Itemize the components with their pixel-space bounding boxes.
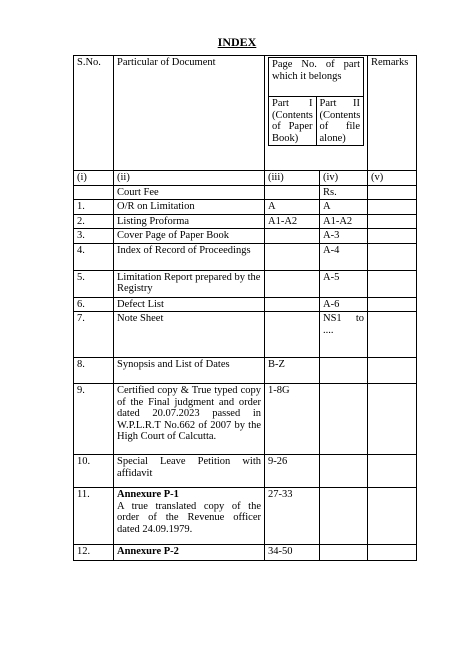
row-part2: A	[320, 200, 368, 215]
row-part1	[265, 312, 320, 358]
table-row	[74, 270, 417, 297]
table-row	[74, 488, 417, 545]
row-remarks	[368, 488, 417, 545]
annexure-title: Annexure P-1	[117, 489, 179, 500]
table-row	[74, 312, 417, 358]
header-particular: Particular of Document	[114, 56, 265, 171]
row-part2: A-6	[320, 297, 368, 312]
row-remarks	[368, 214, 417, 229]
row-document: Note Sheet	[114, 312, 265, 358]
header-part1: Part I (Contents of Paper Book)	[269, 97, 317, 146]
index-table	[73, 55, 417, 561]
row-document: O/R on Limitation	[114, 200, 265, 215]
index-title: INDEX	[217, 35, 257, 49]
row-remarks	[368, 297, 417, 312]
row-document: Court Fee	[114, 185, 265, 200]
row-part2: A-3	[320, 229, 368, 244]
table-row	[74, 185, 417, 200]
row-part2: A1-A2	[320, 214, 368, 229]
row-remarks	[368, 312, 417, 358]
row-sno: 9.	[74, 384, 114, 455]
table-row	[74, 214, 417, 229]
row-document: Listing Proforma	[114, 214, 265, 229]
row-part1: 9-26	[265, 455, 320, 488]
row-part1	[265, 229, 320, 244]
header-page-no-label: Page No. of part which it belongs	[269, 58, 364, 97]
table-row	[74, 229, 417, 244]
row-document	[114, 545, 265, 561]
row-sno: 6.	[74, 297, 114, 312]
table-row	[74, 200, 417, 215]
row-part1	[265, 185, 320, 200]
row-part1	[265, 297, 320, 312]
roman-cell: (v)	[368, 171, 417, 186]
row-sno: 10.	[74, 455, 114, 488]
row-document: Special Leave Petition with affidavit	[114, 455, 265, 488]
annexure-title: Annexure P-2	[117, 546, 179, 557]
table-row	[74, 384, 417, 455]
row-sno: 4.	[74, 243, 114, 270]
row-document: Defect List	[114, 297, 265, 312]
row-sno	[74, 185, 114, 200]
row-part1	[265, 270, 320, 297]
row-part1: A	[265, 200, 320, 215]
row-sno: 3.	[74, 229, 114, 244]
roman-row	[74, 171, 417, 186]
row-remarks	[368, 455, 417, 488]
row-sno: 5.	[74, 270, 114, 297]
table-row	[74, 545, 417, 561]
roman-cell: (ii)	[114, 171, 265, 186]
row-sno: 1.	[74, 200, 114, 215]
row-document	[114, 488, 265, 545]
row-remarks	[368, 270, 417, 297]
row-remarks	[368, 200, 417, 215]
row-remarks	[368, 358, 417, 384]
annexure-description: A true translated copy of the order of the Revenue officer dated 24.09.1979.	[117, 500, 261, 535]
row-sno: 2.	[74, 214, 114, 229]
row-part2: Rs.	[320, 185, 368, 200]
row-part2	[320, 545, 368, 561]
table-row	[74, 243, 417, 270]
row-part1: 34-50	[265, 545, 320, 561]
row-remarks	[368, 243, 417, 270]
row-sno: 11.	[74, 488, 114, 545]
row-document: Limitation Report prepared by the Registry	[114, 270, 265, 297]
table-row	[74, 358, 417, 384]
row-remarks	[368, 545, 417, 561]
row-remarks	[368, 229, 417, 244]
header-sno: S.No.	[74, 56, 114, 171]
row-document: Index of Record of Proceedings	[114, 243, 265, 270]
row-sno: 8.	[74, 358, 114, 384]
row-remarks	[368, 384, 417, 455]
row-part2: A-4	[320, 243, 368, 270]
row-part1: 1-8G	[265, 384, 320, 455]
roman-cell: (iv)	[320, 171, 368, 186]
row-part1	[265, 243, 320, 270]
row-part1: 27-33	[265, 488, 320, 545]
row-document: Certified copy & True typed copy of the Final judgment and order dated 20.07.2023 passed in W.P.L.R.T No.662 of 2007 by the High Court of Calcutta.	[114, 384, 265, 455]
page-no-subtable	[268, 57, 364, 146]
row-part2	[320, 358, 368, 384]
row-document: Synopsis and List of Dates	[114, 358, 265, 384]
table-row	[74, 455, 417, 488]
roman-cell: (iii)	[265, 171, 320, 186]
header-part2: Part II (Contents of file alone)	[316, 97, 364, 146]
header-row	[74, 56, 417, 171]
roman-cell: (i)	[74, 171, 114, 186]
header-page-no	[265, 56, 368, 171]
header-remarks: Remarks	[368, 56, 417, 171]
row-part1: B-Z	[265, 358, 320, 384]
row-remarks	[368, 185, 417, 200]
row-sno: 7.	[74, 312, 114, 358]
row-part2	[320, 384, 368, 455]
row-part2: NS1 to ....	[320, 312, 368, 358]
row-part2	[320, 488, 368, 545]
row-document: Cover Page of Paper Book	[114, 229, 265, 244]
row-part1: A1-A2	[265, 214, 320, 229]
row-part2: A-5	[320, 270, 368, 297]
row-part2	[320, 455, 368, 488]
row-sno: 12.	[74, 545, 114, 561]
table-row	[74, 297, 417, 312]
